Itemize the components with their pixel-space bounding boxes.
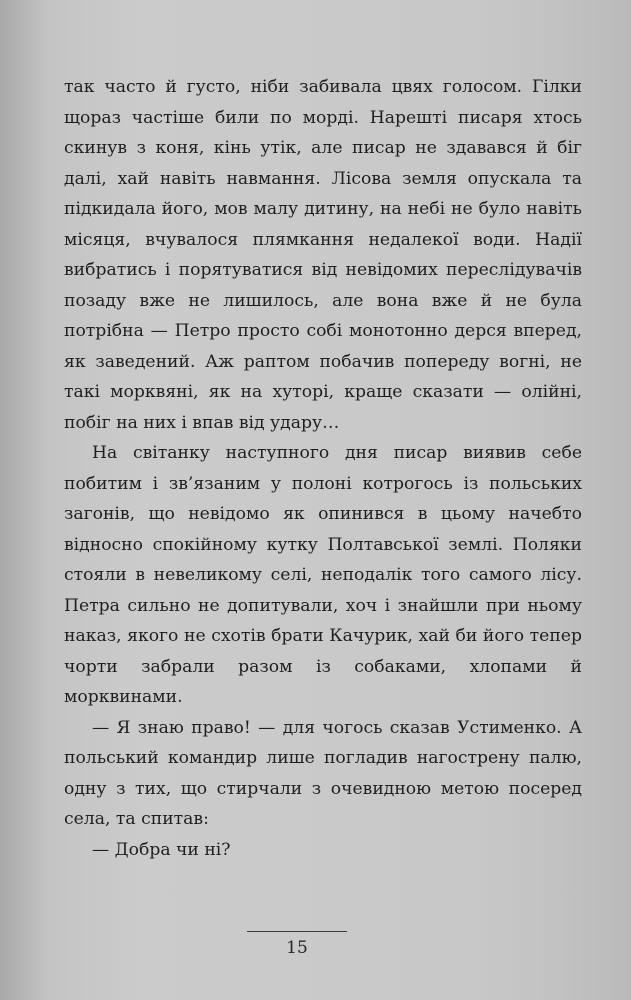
footer-rule [247,931,347,932]
dialogue-line-2: — Добра чи ні? [92,839,231,860]
page-number: 15 [286,938,308,958]
paragraph-2: На світанку наступного дня писар виявив себе побитим і зв’язаним у полоні котрогось із польських загонів, що невідомо як опинився в цьому начебто відносно спокійному кутку Полтавської землі. Поляки стояли в невеликому селі, неподалік того самого лісу. Петра сильно не допитували, хоч і знайшли при ньому наказ, якого не схотів брати Качурик, хай би його тепер чорти забрали разом із собаками, хлопами й морквинами. [64,443,582,707]
paragraph-1: так часто й густо, ніби забивала цвях голосом. Гілки щораз частіше били по морді. Нарешті писаря хтось скинув з коня, кінь утік, але писар не здавався й біг далі, хай навіть навмання. Лісова земля опускала та підкидала його, мов малу дитину, на небі не було навіть місяця, вчувалося плямкання недалекої води. Надії вибратись і порятуватися від невідомих переслідувачів позаду вже не лишилось, але вона вже й не була потрібна — Петро просто собі монотонно дерся вперед, як заведений. Аж раптом побачив попереду вогні, не такі морквяні, як на хуторі, краще сказати — олійні, побіг на них і впав від удару… [64,77,582,433]
page-body-text [64,72,582,865]
dialogue-line-1: — Я знаю право! — для чогось сказав Устименко. А польський командир лише погладив нагострену палю, одну з тих, що стирчали з очевидною метою посеред села, та спитав: [64,717,582,829]
